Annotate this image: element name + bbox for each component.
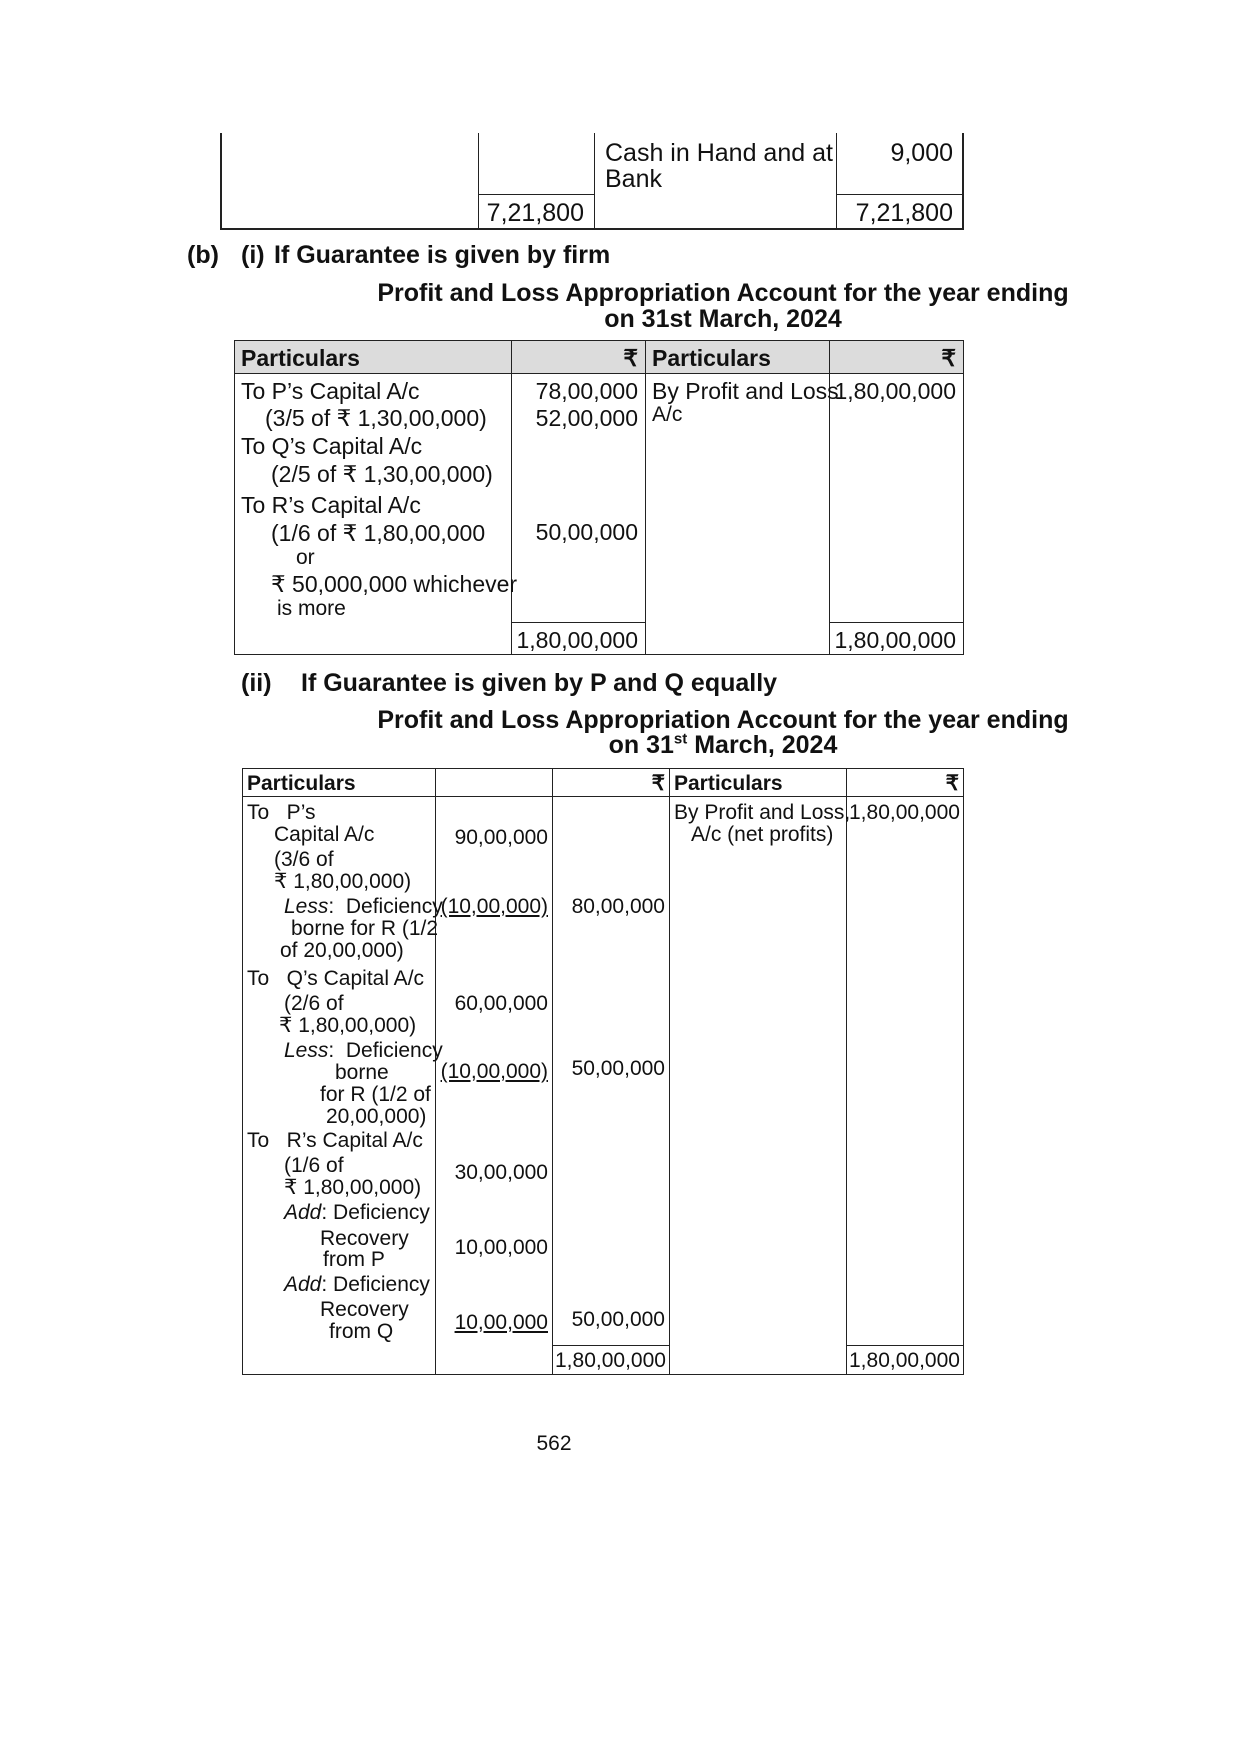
t2-q-less: Less: Deficiency — [284, 1039, 443, 1062]
t2-r-amt1: 30,00,000 — [454, 1161, 548, 1184]
t1-r-line1: To R’s Capital A/c — [241, 492, 421, 518]
t2-r-amt2: 10,00,000 — [454, 1236, 548, 1259]
t1-r-amount: 50,00,000 — [535, 519, 638, 545]
t1-r-line5: is more — [277, 597, 346, 620]
section-ii-label: (ii) — [241, 669, 272, 697]
t1-r-line2: (1/6 of ₹ 1,80,00,000 — [271, 520, 486, 546]
t2-r-line1: To R’s Capital A/c — [247, 1129, 423, 1152]
t1-total-left: 1,80,00,000 — [516, 627, 638, 653]
top-total-left: 7,21,800 — [486, 199, 584, 227]
t1-p-amount: 78,00,000 — [535, 378, 638, 404]
t2-p-less: Less: Deficiency — [284, 895, 443, 918]
t2-p-amt1: 90,00,000 — [454, 826, 548, 849]
t2-q-line1: To Q’s Capital A/c — [247, 967, 425, 990]
cash-amount: 9,000 — [890, 139, 953, 167]
t2-q-amt2: (10,00,000) — [440, 1060, 548, 1083]
t2-r-line6: from P — [323, 1248, 385, 1271]
t2-q-line3: ₹ 1,80,00,000) — [279, 1014, 417, 1037]
t2-p-line4: ₹ 1,80,00,000) — [274, 870, 412, 893]
t1-by-line1: By Profit and Loss — [652, 378, 839, 404]
table1-title-line1: Profit and Loss Appropriation Account for the year ending — [377, 279, 1069, 307]
section-b-i-label: (i) — [241, 241, 265, 269]
t2-p-line6: borne for R (1/2 — [291, 917, 439, 940]
t1-total-right: 1,80,00,000 — [834, 627, 956, 653]
t2-q-line7: 20,00,000) — [326, 1105, 427, 1128]
t2-q-line5: borne — [335, 1061, 389, 1084]
t2-q-line6: for R (1/2 of — [320, 1083, 431, 1106]
t1-p-line1: To P’s Capital A/c — [241, 378, 420, 404]
t1-header-particulars-left: Particulars — [241, 345, 360, 371]
t2-r-net: 50,00,000 — [571, 1308, 665, 1331]
section-ii-heading: If Guarantee is given by P and Q equally — [301, 669, 778, 697]
t1-header-currency-left: ₹ — [623, 345, 638, 371]
t2-q-amt1: 60,00,000 — [454, 992, 548, 1015]
cash-label-line2: Bank — [605, 165, 662, 193]
t2-header-particulars-right: Particulars — [674, 772, 783, 795]
t1-q-line1: To Q’s Capital A/c — [241, 433, 423, 459]
table1-title-line2: on 31st March, 2024 — [604, 305, 842, 333]
t2-r-line9: from Q — [329, 1320, 394, 1343]
table2-title-line2: on 31st March, 2024 — [608, 730, 838, 759]
t2-p-line3: (3/6 of — [274, 848, 334, 871]
t1-r-line3: or — [296, 546, 315, 569]
t1-q-line2: (2/5 of ₹ 1,30,00,000) — [271, 461, 493, 487]
t2-r-line5: Recovery — [320, 1227, 409, 1250]
t2-r-add2: Add: Deficiency — [284, 1273, 430, 1296]
t1-p-line2: (3/5 of ₹ 1,30,00,000) — [265, 405, 487, 431]
t2-p-line1: To P’s — [247, 801, 316, 824]
t2-by-line1: By Profit and Loss, — [674, 801, 851, 824]
t2-by-amount: 1,80,00,000 — [849, 801, 960, 824]
t2-r-line2: (1/6 of — [284, 1154, 344, 1177]
t2-q-line2: (2/6 of — [284, 992, 344, 1015]
t2-p-line2: Capital A/c — [274, 823, 375, 846]
t2-header-currency-right: ₹ — [945, 772, 959, 795]
section-b-label: (b) — [187, 241, 219, 269]
t1-r-line4: ₹ 50,000,000 whichever — [271, 571, 518, 597]
page-number: 562 — [536, 1432, 572, 1455]
t2-r-amt3: 10,00,000 — [454, 1311, 548, 1334]
t1-by-amount: 1,80,00,000 — [834, 378, 956, 404]
t1-by-line2: A/c — [652, 403, 683, 426]
t2-header-currency-left: ₹ — [651, 772, 665, 795]
t2-by-line2: A/c (net profits) — [691, 823, 834, 846]
t2-p-net: 80,00,000 — [571, 895, 665, 918]
table2-title-line1: Profit and Loss Appropriation Account for the year ending — [377, 706, 1069, 734]
t2-total-left: 1,80,00,000 — [555, 1349, 666, 1372]
cash-label-line1: Cash in Hand and at — [605, 139, 833, 167]
t2-r-line8: Recovery — [320, 1298, 409, 1321]
t2-header-particulars-left: Particulars — [247, 772, 356, 795]
t2-q-net: 50,00,000 — [571, 1057, 665, 1080]
t2-total-right: 1,80,00,000 — [849, 1349, 960, 1372]
t1-q-amount: 52,00,000 — [535, 405, 638, 431]
t2-p-line7: of 20,00,000) — [280, 939, 404, 962]
top-total-right: 7,21,800 — [855, 199, 953, 227]
t2-r-add1: Add: Deficiency — [284, 1201, 430, 1224]
t1-header-particulars-right: Particulars — [652, 345, 771, 371]
section-b-i-heading: If Guarantee is given by firm — [274, 241, 611, 269]
t1-header-currency-right: ₹ — [941, 345, 956, 371]
t2-r-line3: ₹ 1,80,00,000) — [284, 1176, 422, 1199]
t2-p-amt2: (10,00,000) — [440, 895, 548, 918]
